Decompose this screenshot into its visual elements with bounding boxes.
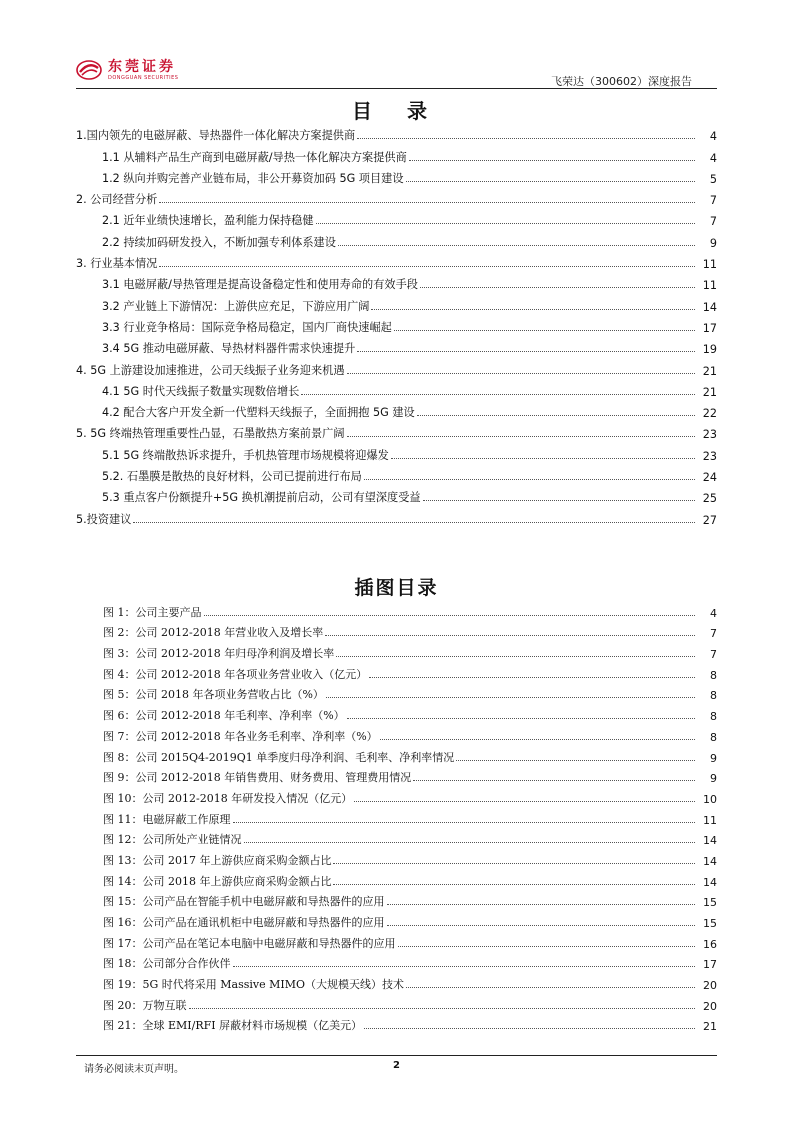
toc-entry[interactable] [76, 122, 717, 143]
dot-leader [369, 677, 695, 678]
page-number: 2 [393, 1060, 400, 1071]
figure-entry-label: 图 21：全球 EMI/RFI 屏蔽材料市场规模（亿美元） [103, 1019, 363, 1033]
toc-entry[interactable] [76, 207, 717, 228]
toc-entry[interactable] [76, 356, 717, 377]
toc-entry-page: 25 [702, 492, 717, 506]
logo-chinese-name: 东莞证券 [108, 58, 176, 75]
dot-leader [413, 780, 695, 781]
toc-title: 目 录 [352, 99, 441, 123]
dot-leader [338, 245, 695, 246]
toc-entry-label: 5.1 5G 终端散热诉求提升，手机热管理市场规模将迎爆发 [102, 448, 389, 462]
figure-entry-page: 11 [703, 813, 717, 827]
figure-entry-page: 15 [703, 917, 717, 930]
dot-leader [325, 635, 695, 636]
figure-entry-page: 8 [710, 730, 717, 744]
dot-leader [357, 138, 695, 139]
toc-entry-label: 3.3 行业竞争格局：国际竞争格局稳定，国内厂商快速崛起 [102, 320, 392, 334]
toc-entry-page: 14 [702, 300, 717, 314]
figure-entry-page: 9 [710, 751, 717, 765]
figure-entry[interactable] [103, 889, 717, 910]
toc-entry-label: 5.2. 石墨膜是散热的良好材料，公司已提前进行布局 [102, 470, 362, 484]
toc-entry-page: 7 [709, 215, 717, 229]
toc-entry[interactable] [76, 463, 717, 484]
figure-entry-label: 图 1：公司主要产品 [103, 605, 202, 619]
toc-entry-page: 21 [702, 385, 717, 399]
figure-entry-page: 16 [703, 937, 717, 951]
toc-entry-page: 4 [709, 151, 717, 165]
dot-leader [420, 287, 695, 288]
figure-entry-label: 图 10：公司 2012-2018 年研发投入情况（亿元） [103, 791, 353, 805]
dot-leader [316, 223, 695, 224]
toc-entry-label: 3.2 产业链上下游情况：上游供应充足，下游应用广阔 [102, 299, 370, 313]
dot-leader [333, 863, 695, 864]
dot-leader [347, 718, 695, 719]
figure-entry-page: 8 [710, 710, 717, 724]
figure-entry-label: 图 17：公司产品在笔记本电脑中电磁屏蔽和导热器件的应用 [103, 936, 396, 950]
figure-entry[interactable] [103, 992, 717, 1013]
dot-leader [326, 697, 695, 698]
figure-entry-label: 图 5：公司 2018 年各项业务营收占比（%） [103, 688, 324, 702]
dot-leader [387, 925, 696, 926]
figure-entry-label: 图 3：公司 2012-2018 年归母净利润及增长率 [103, 647, 335, 661]
toc-entry-page: 4 [709, 130, 717, 144]
dot-leader [409, 160, 695, 161]
toc-entry-page: 27 [702, 513, 717, 527]
figure-entry-label: 图 20：万物互联 [103, 998, 187, 1012]
figure-entry-page: 7 [710, 648, 717, 662]
figure-entry-label: 图 16：公司产品在通讯机柜中电磁屏蔽和导热器件的应用 [103, 916, 385, 929]
toc-entry-label: 5.3 重点客户份额提升+5G 换机潮提前启动，公司有望深度受益 [102, 491, 421, 505]
figure-entry[interactable] [103, 599, 717, 620]
toc-entry[interactable] [76, 335, 717, 356]
figure-entry-page: 8 [710, 668, 717, 682]
dot-leader [133, 522, 695, 523]
figure-entry[interactable] [103, 620, 717, 641]
toc-entry[interactable] [76, 441, 717, 462]
dot-leader [233, 822, 696, 823]
figure-entry-label: 图 9：公司 2012-2018 年销售费用、财务费用、管理费用情况 [103, 771, 412, 785]
dot-leader [336, 656, 695, 657]
dot-leader [347, 373, 695, 374]
figure-entry[interactable] [103, 971, 717, 992]
toc-entry[interactable] [76, 271, 717, 292]
dot-leader [423, 500, 695, 501]
figure-entry-label: 图 8：公司 2015Q4-2019Q1 单季度归母净利润、毛利率、净利率情况 [103, 750, 455, 764]
figure-entry-page: 4 [710, 606, 717, 620]
toc-entry[interactable] [76, 228, 717, 249]
figure-entry-page: 14 [703, 854, 717, 868]
logo-english-name: DONGGUAN SECURITIES [108, 74, 179, 81]
toc-entry-label: 1.1 从辅料产品生产商到电磁屏蔽/导热一体化解决方案提供商 [102, 150, 407, 164]
report-label: 飞荣达（300602）深度报告 [551, 75, 692, 88]
toc-entry-page: 23 [702, 428, 717, 442]
figure-entry[interactable] [103, 640, 717, 661]
figure-entry[interactable] [103, 765, 717, 786]
figure-entry-page: 14 [703, 834, 717, 848]
company-logo [76, 55, 178, 85]
dot-leader [354, 801, 695, 802]
figure-entry[interactable] [103, 909, 717, 930]
toc-entry[interactable] [76, 420, 717, 441]
figure-entry-label: 图 2：公司 2012-2018 年营业收入及增长率 [103, 626, 324, 640]
dot-leader [333, 884, 695, 885]
toc-entry-label: 4.2 配合大客户开发全新一代塑料天线振子，全面拥抱 5G 建设 [102, 406, 415, 420]
figure-entry-page: 8 [710, 689, 717, 703]
toc-entry[interactable] [76, 292, 717, 313]
toc-entry-page: 7 [709, 194, 717, 208]
figure-entry-label: 图 7：公司 2012-2018 年各业务毛利率、净利率（%） [103, 729, 378, 743]
dot-leader [456, 760, 695, 761]
dot-leader [417, 415, 695, 416]
figure-entry-page: 10 [703, 792, 717, 806]
dot-leader [204, 615, 696, 616]
footer-divider [76, 1055, 717, 1056]
toc-entry-label: 1.2 纵向并购完善产业链布局，非公开募资加码 5G 项目建设 [102, 171, 404, 185]
logo-emblem-icon [76, 59, 102, 81]
figure-entry[interactable] [103, 951, 717, 972]
dot-leader [233, 966, 696, 967]
toc-entry-page: 11 [702, 258, 717, 272]
figure-entry-label: 图 14：公司 2018 年上游供应商采购金额占比 [103, 874, 332, 888]
toc-entry-label: 4. 5G 上游建设加速推进，公司天线振子业务迎来机遇 [76, 363, 345, 377]
toc-entry-page: 17 [702, 321, 717, 335]
header-divider [76, 88, 717, 89]
toc-entry[interactable] [76, 378, 717, 399]
figure-entry[interactable] [103, 702, 717, 723]
figure-entry-label: 图 19：5G 时代将采用 Massive MIMO（大规模天线）技术 [103, 978, 405, 992]
toc-entry-label: 1.国内领先的电磁屏蔽、导热器件一体化解决方案提供商 [76, 129, 356, 143]
toc-entry[interactable] [76, 484, 717, 505]
table-of-contents [76, 122, 717, 527]
figure-entry[interactable] [103, 1013, 717, 1034]
dot-leader [398, 946, 696, 947]
toc-entry[interactable] [76, 399, 717, 420]
toc-entry-page: 11 [702, 279, 717, 293]
figure-entry-page: 17 [703, 958, 717, 972]
figure-entry-page: 21 [703, 1020, 717, 1034]
figure-entry[interactable] [103, 744, 717, 765]
figure-entry-page: 15 [703, 896, 717, 910]
figure-entry[interactable] [103, 661, 717, 682]
figure-entry-label: 图 13：公司 2017 年上游供应商采购金额占比 [103, 853, 332, 867]
figure-entry-label: 图 15：公司产品在智能手机中电磁屏蔽和导热器件的应用 [103, 895, 385, 909]
figures-title: 插图目录 [354, 577, 439, 599]
figure-entry[interactable] [103, 847, 717, 868]
dot-leader [394, 330, 695, 331]
dot-leader [364, 479, 695, 480]
toc-entry-page: 24 [702, 471, 717, 485]
figure-entry-label: 图 12：公司所处产业链情况 [103, 833, 242, 847]
dot-leader [357, 351, 695, 352]
toc-entry-label: 5. 5G 终端热管理重要性凸显，石墨散热方案前景广阔 [76, 427, 345, 441]
toc-entry-label: 4.1 5G 时代天线振子数量实现数倍增长 [102, 384, 300, 398]
dot-leader [301, 394, 695, 395]
figure-entry-page: 20 [703, 999, 717, 1013]
dot-leader [244, 842, 696, 843]
toc-entry[interactable] [76, 165, 717, 186]
figure-entry-label: 图 6：公司 2012-2018 年毛利率、净利率（%） [103, 709, 345, 723]
toc-entry-label: 2. 公司经营分析 [76, 193, 158, 207]
figure-entry[interactable] [103, 723, 717, 744]
figure-entry[interactable] [103, 785, 717, 806]
toc-entry-label: 2.1 近年业绩快速增长，盈利能力保持稳健 [102, 214, 314, 228]
figure-entry-page: 9 [710, 772, 717, 786]
figure-entry-page: 20 [703, 979, 717, 993]
dot-leader [387, 904, 696, 905]
toc-entry-page: 19 [702, 343, 717, 357]
figure-entry-label: 图 11：电磁屏蔽工作原理 [103, 812, 231, 826]
dot-leader [391, 458, 695, 459]
figure-entry[interactable] [103, 682, 717, 703]
toc-entry-label: 3.1 电磁屏蔽/导热管理是提高设备稳定性和使用寿命的有效手段 [102, 278, 418, 292]
figure-entry[interactable] [103, 930, 717, 951]
list-of-figures [103, 599, 717, 1033]
figure-entry-label: 图 18：公司部分合作伙伴 [103, 957, 231, 971]
figure-entry-page: 7 [710, 627, 717, 641]
toc-entry-page: 5 [709, 172, 717, 186]
figure-entry-page: 14 [703, 875, 717, 889]
toc-entry[interactable] [76, 186, 717, 207]
toc-entry-page: 23 [702, 449, 717, 463]
dot-leader [159, 202, 695, 203]
toc-entry-page: 22 [702, 407, 717, 421]
toc-entry-label: 2.2 持续加码研发投入，不断加强专利体系建设 [102, 235, 336, 249]
toc-entry-page: 9 [709, 236, 717, 250]
toc-entry[interactable] [76, 143, 717, 164]
toc-entry[interactable] [76, 505, 717, 526]
dot-leader [364, 1028, 695, 1029]
toc-entry-label: 3. 行业基本情况 [76, 257, 158, 271]
dot-leader [380, 739, 695, 740]
dot-leader [406, 987, 695, 988]
dot-leader [371, 309, 695, 310]
toc-entry-label: 5.投资建议 [76, 512, 132, 526]
toc-entry[interactable] [76, 314, 717, 335]
toc-entry[interactable] [76, 250, 717, 271]
figure-entry[interactable] [103, 868, 717, 889]
dot-leader [347, 436, 695, 437]
dot-leader [406, 181, 695, 182]
footer-disclaimer: 请务必阅读末页声明。 [84, 1064, 184, 1075]
dot-leader [189, 1008, 696, 1009]
figure-entry[interactable] [103, 827, 717, 848]
toc-entry-label: 3.4 5G 推动电磁屏蔽、导热材料器件需求快速提升 [102, 342, 356, 356]
dot-leader [159, 266, 695, 267]
toc-entry-page: 21 [702, 364, 717, 378]
figure-entry[interactable] [103, 806, 717, 827]
figure-entry-label: 图 4：公司 2012-2018 年各项业务营业收入（亿元） [103, 667, 368, 681]
